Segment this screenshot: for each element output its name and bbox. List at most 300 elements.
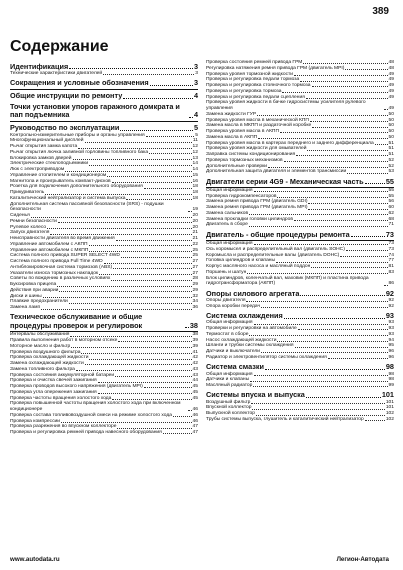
dot-leader [246, 301, 387, 302]
toc-entry-title: Замена сальников [206, 210, 249, 216]
toc-entry-title: Выпускной коллектор [206, 411, 255, 417]
dot-leader [123, 98, 193, 99]
toc-entry-title: Дополнительная защита двигателя и элементов трансмиссии [206, 169, 347, 175]
toc-page-number: 60 [388, 205, 394, 211]
dot-leader [76, 370, 192, 371]
toc-entry-title: Интервалы обслуживания [10, 332, 70, 338]
dot-leader [300, 81, 387, 82]
toc-section[interactable] [10, 103, 198, 122]
toc-page-number: 27 [192, 270, 198, 276]
dot-leader [261, 352, 388, 353]
toc-page-number: 44 [192, 378, 198, 384]
toc-page-number: 98 [388, 371, 394, 377]
toc-entry-title: Технические характеристики двигателей [10, 70, 103, 76]
dot-leader [310, 121, 388, 122]
toc-entry-title: Проверка гидрокомпенсаторов [206, 193, 277, 199]
toc-page-number: 3 [193, 61, 198, 71]
dot-leader [249, 335, 387, 336]
toc-entry-title: Система смазки [206, 362, 265, 372]
dot-leader [144, 188, 192, 189]
dot-leader [345, 69, 387, 70]
toc-page-number: 74 [388, 252, 394, 258]
toc-entry-title: Сиденья [10, 213, 30, 219]
dot-leader [85, 364, 192, 365]
toc-page-number: 21 [192, 236, 198, 242]
dot-leader [116, 240, 192, 241]
toc-page-number: 14 [192, 161, 198, 167]
toc-page-number: 36 [192, 305, 198, 311]
dot-leader [340, 256, 387, 257]
dot-leader [284, 161, 388, 162]
dot-leader [294, 75, 388, 76]
dot-leader [85, 142, 192, 143]
toc-page-number: 43 [192, 366, 198, 372]
toc-page-number: 49 [388, 77, 394, 83]
dot-leader [277, 341, 387, 342]
toc-page-number: 25 [192, 247, 198, 253]
toc-page-number: 77 [388, 258, 394, 264]
dot-leader [163, 433, 192, 434]
toc-page-number: 56 [388, 199, 394, 205]
toc-page-number: 55 [388, 187, 394, 193]
toc-page-number: 20 [192, 224, 198, 230]
toc-page-number: 28 [192, 276, 198, 282]
dot-leader [254, 244, 388, 245]
toc-page-number: 93 [388, 331, 394, 337]
toc-section[interactable] [206, 363, 394, 371]
dot-leader [365, 420, 385, 421]
dot-leader [253, 386, 387, 387]
toc-page-number: 68 [388, 216, 394, 222]
dot-leader [81, 353, 191, 354]
toc-entry-title: Проверка и регулировка ремней привода навесного оборудования [10, 430, 162, 435]
toc-page-number: 14 [192, 167, 198, 173]
toc-page-number: 92 [385, 288, 394, 298]
dot-leader [47, 228, 191, 229]
toc-entry-title: Проверка уровня масла в механической КПП [206, 117, 309, 123]
toc-entry-title: Опоры двигателя [206, 297, 246, 303]
toc-entry-title: Точки установки упоров гаражного домкрата и пап подъемника [10, 101, 180, 120]
toc-entry[interactable] [10, 202, 198, 214]
toc-entry-title: Проверка проводов высокого напряжения (двигатель MPI) [10, 384, 143, 389]
toc-page-number: 47 [192, 424, 198, 430]
toc-section[interactable] [10, 79, 198, 89]
dot-leader [43, 297, 192, 298]
toc-page-number: 27 [192, 264, 198, 270]
dot-leader [384, 109, 388, 110]
dot-leader [280, 132, 388, 133]
dot-leader [256, 415, 385, 416]
toc-page-number: 18 [192, 184, 198, 190]
toc-entry-title: Рулевое колесо [10, 224, 47, 230]
dot-leader [118, 341, 191, 342]
toc-page-number: 49 [388, 88, 394, 94]
dot-leader [121, 257, 192, 258]
toc-entry[interactable] [206, 100, 394, 112]
dot-leader [257, 115, 387, 116]
dot-leader [265, 369, 385, 370]
toc-entry-title: Электрические стеклоподъемники [10, 161, 89, 167]
dot-leader [115, 376, 191, 377]
toc-page-number: 46 [192, 412, 198, 418]
dot-leader [149, 153, 191, 154]
toc-page-number: 92 [388, 303, 394, 309]
dot-leader [58, 222, 192, 223]
dot-leader [73, 159, 192, 160]
dot-leader [89, 251, 191, 252]
toc-entry-title: Радиатор и электровентилятор системы охлаждения [206, 354, 327, 360]
dot-leader [294, 220, 388, 221]
toc-entry-title: Проверка состояния аккумуляторной батареи [10, 372, 115, 378]
toc-page-number: 20 [192, 218, 198, 224]
toc-entry-title: Проверка компрессии [10, 418, 60, 424]
toc-page-number: 62 [388, 210, 394, 216]
toc-entry-title: Система полного привода SUPER SELECT 4WD [10, 253, 120, 259]
page-title: Содержание [10, 38, 109, 55]
toc-page-number: 4 [193, 91, 198, 101]
toc-section[interactable] [206, 290, 394, 298]
toc-page-number: 38 [189, 320, 198, 330]
toc-section[interactable] [10, 92, 198, 100]
dot-leader [375, 144, 388, 145]
toc-page-number: 49 [388, 106, 394, 111]
toc-entry[interactable] [10, 71, 198, 77]
dot-leader [89, 245, 192, 246]
toc-entry-title: Плавкие предохранители [10, 299, 68, 305]
dot-leader [188, 410, 192, 411]
toc-entry-title: Датчики и выключатели [206, 349, 260, 355]
footer-publisher: Легион-Автодата [336, 556, 389, 563]
toc-entry-title: Управление автомобилем с МКПП [10, 247, 89, 253]
toc-entry-title: Проверка охлаждающей жидкости [10, 355, 89, 361]
toc-entry-title: Трубы системы выпуска, глушитель и каталитический нейтрализатор [206, 416, 364, 422]
toc-entry-title: Блокировка замков дверей [10, 155, 72, 161]
dot-leader [284, 318, 385, 319]
toc-page-number: 38 [192, 332, 198, 338]
toc-page-number: 51 [388, 152, 394, 157]
toc-page-number: 48 [388, 65, 394, 71]
dot-leader [69, 303, 192, 304]
dot-leader [59, 291, 191, 292]
dot-leader [306, 98, 388, 99]
toc-page-number: 46 [192, 407, 198, 412]
toc-entry-title: Блок цилиндров, коленчатый вал, маховик (МКПП) и пластина привода гидротрансформатора (АКПП) [206, 275, 369, 287]
toc-page-number: 42 [192, 355, 198, 361]
toc-entry-title: Идентификация [10, 61, 69, 71]
toc-page-number: 32 [192, 293, 198, 299]
dot-leader [98, 382, 192, 383]
toc-page-number: 98 [388, 377, 394, 383]
toc-page-number: 29 [192, 282, 198, 288]
toc-entry-title: Проверка повышенной частоты вращения холостого хода при включенном кондиционере [10, 401, 181, 412]
toc-entry-title: Поршень и шатун [206, 269, 247, 275]
dot-leader [296, 155, 387, 156]
toc-page-number: 73 [388, 241, 394, 247]
dot-leader [312, 86, 388, 87]
dot-leader [254, 191, 388, 192]
toc-page-number: 47 [192, 430, 198, 435]
dot-leader [247, 273, 387, 274]
toc-page-number: 98 [385, 362, 394, 372]
dot-leader [112, 399, 191, 400]
dot-leader [111, 280, 191, 281]
toc-entry-title: Неисправности двигателя во время движения [10, 236, 115, 242]
toc-entry-title: Общая информация [206, 371, 253, 377]
toc-page-number: 96 [388, 354, 394, 360]
toc-entry-title: Двигатель в сборе [206, 222, 248, 228]
toc-entry-title: Диски и шины [10, 293, 42, 299]
toc-page-number: 81 [388, 264, 394, 270]
toc-entry[interactable] [10, 305, 198, 311]
toc-page-number: 51 [388, 140, 394, 146]
dot-leader [384, 285, 388, 286]
toc-page-number: 45 [192, 395, 198, 401]
toc-page-number: 18 [192, 190, 198, 196]
toc-section[interactable] [206, 231, 394, 241]
toc-page-number: 96 [388, 349, 394, 355]
toc-entry-title: Дополнительная система пассивной безопасности (SRS) - подушки безопасности [10, 201, 164, 213]
toc-entry[interactable] [206, 276, 394, 288]
toc-page-number: 95 [388, 343, 394, 349]
dot-leader [258, 138, 387, 139]
toc-entry-title: Ремни безопасности [10, 218, 57, 224]
dot-leader [347, 173, 387, 174]
toc-page-number: 3 [195, 70, 198, 76]
dot-leader [70, 336, 191, 337]
toc-section[interactable] [206, 178, 394, 188]
toc-page-number: 43 [192, 372, 198, 378]
toc-entry-title: Опора коробки передач [206, 303, 261, 309]
toc-page-number: 15 [192, 172, 198, 178]
toc-page-number: 3 [193, 78, 198, 88]
dot-leader [276, 262, 388, 263]
toc-page-number: 73 [388, 246, 394, 252]
toc-page-number: 102 [385, 411, 394, 417]
toc-entry-title: Общая информация [206, 187, 253, 193]
dot-leader [89, 165, 191, 166]
dot-leader [126, 199, 191, 200]
dot-leader [188, 211, 192, 212]
toc-entry-title: Рычаг открытия замка капота [10, 144, 78, 150]
toc-entry-title: Замена ремня привода ГРМ (двигатель GDI) [206, 199, 308, 205]
dot-leader [306, 397, 381, 398]
toc-section[interactable] [10, 63, 198, 71]
toc-entry-title: Розетка для подключения дополнительного оборудования [10, 184, 143, 190]
dot-leader [98, 393, 192, 394]
toc-entry-title: Действия при аварии [10, 287, 59, 293]
dot-leader [365, 183, 385, 184]
toc-entry-title: Управление автомобилем с АКПП [10, 241, 88, 247]
toc-entry-title: Моторное масло и фильтр [10, 343, 71, 349]
toc-entry[interactable] [10, 401, 198, 413]
toc-entry[interactable] [10, 430, 198, 436]
footer-website[interactable]: www.autodata.ru [10, 556, 60, 563]
toc-entry-title: Проверка и регулировка педали сцепления [206, 94, 305, 100]
dot-leader [113, 268, 191, 269]
dot-leader [282, 92, 387, 93]
dot-leader [144, 387, 192, 388]
toc-page-number: 39 [192, 343, 198, 349]
dot-leader [57, 286, 191, 287]
toc-entry[interactable] [206, 169, 394, 175]
toc-page-number: 55 [388, 193, 394, 199]
toc-page-number: 53 [388, 169, 394, 175]
toc-entry-title: Замена жидкости ГУР [206, 111, 257, 117]
toc-section[interactable] [206, 391, 394, 399]
toc-entry-title: Замена топливного фильтра [10, 366, 75, 372]
toc-page-number: 55 [385, 176, 394, 186]
dot-leader [150, 85, 193, 86]
toc-page-number: 50 [388, 111, 394, 117]
toc-entry-title: Проверка уровня жидкости в бачке гидросистемы усилителя рулевого управления [206, 100, 366, 111]
toc-left-column [10, 60, 198, 436]
toc-page-number: 19 [192, 207, 198, 213]
toc-entry-title: Термостат в сборе [206, 331, 249, 337]
toc-page-number: 99 [388, 383, 394, 389]
toc-entry-title: Проверка и регулировка стояночного тормоза [206, 83, 311, 88]
toc-page-number: 93 [388, 320, 394, 326]
dot-leader [254, 375, 388, 376]
toc-page-number: 93 [388, 326, 394, 332]
toc-entry-title: Система охлаждения [206, 310, 283, 320]
toc-entry[interactable] [206, 417, 394, 423]
toc-entry-title: Коромысла и распределительные валы (двигатель DOHC) [206, 252, 340, 258]
toc-entry-title: Проверка уровня масла в картерах переднего и заднего дифференциала [206, 140, 374, 146]
toc-entry-title: Антиблокировочная система тормозов (ABS) [10, 264, 113, 270]
toc-entry[interactable] [206, 383, 394, 389]
toc-entry-title: Проверка уровня тормозной жидкости [206, 71, 293, 77]
dot-leader [78, 148, 191, 149]
dot-leader [89, 359, 191, 360]
dot-leader [308, 209, 387, 210]
toc-page-number: 39 [192, 338, 198, 343]
toc-entry-title: Двигатели серии 4G9 - Механическая часть [206, 176, 364, 186]
toc-entry-title: Общие инструкции по ремонту [10, 91, 123, 101]
toc-entry-title: Правила выполнения работ в моторном отсеке [10, 338, 118, 343]
toc-entry-title: Проверка тормозных механизмов [206, 157, 283, 163]
dot-leader [41, 309, 191, 310]
toc-page-number: 20 [192, 213, 198, 219]
page-number: 389 [372, 6, 389, 17]
dot-leader [104, 263, 192, 264]
toc-page-number: 41 [192, 349, 198, 355]
dot-leader [249, 226, 388, 227]
toc-page-number: 13 [192, 155, 198, 161]
dot-leader [351, 236, 385, 237]
toc-entry-title: Проверка воздушного фильтра [10, 349, 81, 355]
toc-entry-title: Шланги и трубки системы охлаждения [206, 343, 294, 349]
toc-entry[interactable] [206, 304, 394, 310]
toc-entry-title: Дополнительные проверки [206, 163, 268, 169]
toc-entry-title: Впускной коллектор [206, 405, 252, 411]
toc-section[interactable] [10, 313, 198, 332]
toc-entry-title: Проверка и очистка свечей зажигания [10, 378, 97, 384]
toc-entry[interactable] [206, 222, 394, 228]
toc-page-number: 93 [385, 310, 394, 320]
toc-page-number: 42 [192, 361, 198, 366]
toc-entry-title: Каталитический нейтрализатор и система выпуска [10, 195, 126, 201]
toc-page-number: 52 [388, 163, 394, 169]
toc-page-number: 92 [388, 297, 394, 303]
dot-leader [251, 403, 385, 404]
toc-entry-title: Указатели износа тормозных накладок [10, 270, 99, 276]
toc-entry-title: Буксировка прицепа [10, 282, 57, 288]
toc-entry-title: Проверка уровня масла в АКПП [206, 129, 279, 134]
toc-page-number: 50 [388, 123, 394, 129]
toc-entry-title: Советы по вождению в различных условиях [10, 276, 111, 282]
dot-leader [65, 171, 191, 172]
toc-entry-title: Система полного привода Full Time 4WD [10, 259, 103, 265]
dot-leader [50, 234, 191, 235]
toc-entry-title: Сокращения и условные обозначения [10, 78, 149, 88]
toc-page-number: 18 [192, 195, 198, 201]
toc-entry-title: Замена масла в АКПП [206, 134, 258, 140]
toc-entry[interactable] [206, 355, 394, 361]
dot-leader [261, 307, 387, 308]
toc-page-number: 101 [381, 390, 394, 400]
toc-entry-title: Двигатель - общие процедуры ремонта [206, 229, 350, 239]
toc-page-number: 83 [388, 269, 394, 275]
toc-page-number: 12 [192, 149, 198, 155]
dot-leader [254, 324, 388, 325]
dot-leader [298, 329, 388, 330]
toc-page-number: 16 [192, 178, 198, 184]
dot-leader [250, 381, 387, 382]
toc-entry-title: Общая информация [206, 320, 253, 326]
toc-entry-title: Датчики и клапаны [206, 377, 250, 383]
toc-page-number: 25 [192, 253, 198, 259]
dot-leader [69, 68, 193, 69]
toc-section[interactable] [10, 124, 198, 132]
dot-leader [312, 127, 387, 128]
dot-leader [252, 409, 384, 410]
toc-page-number: 94 [388, 337, 394, 343]
toc-page-number: 34 [192, 299, 198, 305]
toc-entry-title: Замена ремня привода ГРМ (двигатель MPI) [206, 205, 308, 211]
toc-entry-title: Проверка частоты вращения холостого хода [10, 395, 112, 401]
toc-page-number: 86 [388, 281, 394, 287]
toc-page-number: 101 [385, 399, 394, 405]
toc-page-number: 45 [192, 389, 198, 395]
toc-page-number: 101 [385, 405, 394, 411]
toc-entry-title: Проверка уровня жидкости для омывателей [206, 146, 307, 152]
toc-entry-title: Замена охлаждающей жидкости [10, 361, 84, 366]
toc-page-number: 5 [195, 132, 198, 138]
toc-entry-title: Техническое обслуживание и общие процедуры проверок и регулировок [10, 312, 143, 330]
dot-leader [311, 267, 387, 268]
dot-leader [31, 217, 192, 218]
toc-entry-title: Проверка и регулировка педали тормоза [206, 77, 300, 83]
toc-page-number: 29 [192, 287, 198, 293]
toc-page-number: 12 [192, 144, 198, 150]
toc-page-number: 50 [388, 117, 394, 123]
toc-entry-title: Заправка системы кондиционирования [206, 152, 296, 157]
dot-leader [277, 197, 387, 198]
dot-leader [295, 347, 388, 348]
toc-entry-title: Общая информация [206, 241, 253, 247]
dot-leader [117, 428, 191, 429]
dot-leader [307, 150, 387, 151]
toc-page-number: 48 [388, 60, 394, 65]
toc-entry-title: Руководство по эксплуатации [10, 123, 120, 133]
toc-page-number: 45 [192, 384, 198, 389]
toc-entry-title: Запуск двигателя [10, 230, 50, 236]
toc-entry-title: Замена прокладки головки цилиндров [206, 216, 293, 222]
toc-page-number: 51 [388, 146, 394, 152]
toc-entry-title: Люк с электроприводом [10, 167, 65, 173]
toc-page-number: 49 [388, 83, 394, 88]
dot-leader [346, 250, 388, 251]
